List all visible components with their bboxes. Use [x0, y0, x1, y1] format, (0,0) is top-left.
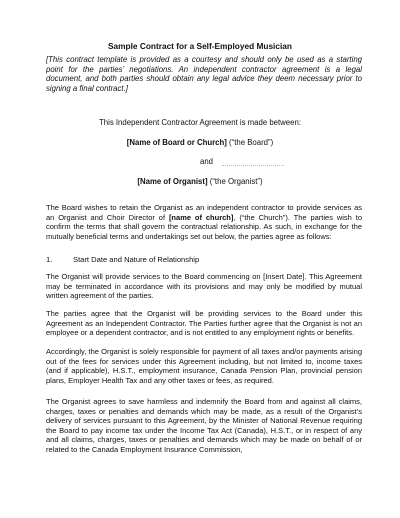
paragraph-independent-contractor: The parties agree that the Organist will be providing services to the Board under this Agreement as an Independent Contractor. The Parties further agree that the Organist is not an employee or a dependent contractor, and is not entitled to any employment rights or benefits.: [46, 309, 362, 338]
recital-text-after: , (“the Church”). The parties wish to confirm the terms that shall govern the contractual relationship. As such, in exchange for the mutually beneficial terms and undertakings set out below, the parties agree as follows:: [46, 212, 362, 241]
paragraph-start-date: The Organist will provide services to the Board commencing on [Insert Date]. This Agreement may be terminated in accordance with its provisions and may only be modified by mutual written agreement of the parties.: [46, 272, 362, 301]
section-title: Start Date and Nature of Relationship: [73, 255, 200, 264]
section-heading: [46, 255, 199, 264]
template-disclaimer: [This contract template is provided as a courtesy and should only be used as a starting point for the parties’ negotiations. An independent contractor agreement is a legal document, and both parties should obtain any legal advice they deem necessary prior to signing a final contract.]: [46, 55, 362, 93]
party-board-alias: (“the Board”): [226, 138, 274, 147]
document-title: Sample Contract for a Self-Employed Musician: [108, 41, 292, 51]
and-connector: and: [200, 157, 214, 166]
section-number: 1.: [46, 255, 53, 264]
party-organist-name: [Name of Organist]: [137, 177, 208, 186]
party-board-name: [Name of Board or Church]: [126, 138, 227, 147]
party-organist: [0, 177, 400, 186]
party-board: [0, 138, 400, 147]
party-organist-alias: (“the Organist”): [207, 177, 263, 186]
and-divider-line: [222, 165, 284, 166]
paragraph-indemnify: The Organist agrees to save harmless and indemnify the Board from and against all claims, charges, taxes or penalties and demands which may be made, as a result of the Organist’s delivery of services pursuant to this Agreement, by the Minister of National Revenue requiring the Board to pay income tax under the Income Tax Act (Canada), H.S.T., or in respect of any and all claims, charges, taxes or penalties and demands which may be made on behalf of or related to the Canada Employment Insurance Commission,: [46, 397, 362, 454]
paragraph-taxes: Accordingly, the Organist is solely responsible for payment of all taxes and/or payments arising out of the fees for services under this Agreement including, but not limited to, income taxes (and if applicable), H.S.T., employment insurance, Canada Pension Plan, provincial pension plans, Employer Health Tax and any other taxes or fees, as required.: [46, 347, 362, 385]
recital-text-before: The Board wishes to retain the Organist as an independent contractor to provide services as an Organist and Choir Director of: [46, 203, 362, 222]
recital-church-name: [name of church]: [168, 212, 234, 222]
agreement-intro-line: This Independent Contractor Agreement is made between:: [99, 118, 301, 127]
recital-paragraph: [46, 203, 362, 241]
